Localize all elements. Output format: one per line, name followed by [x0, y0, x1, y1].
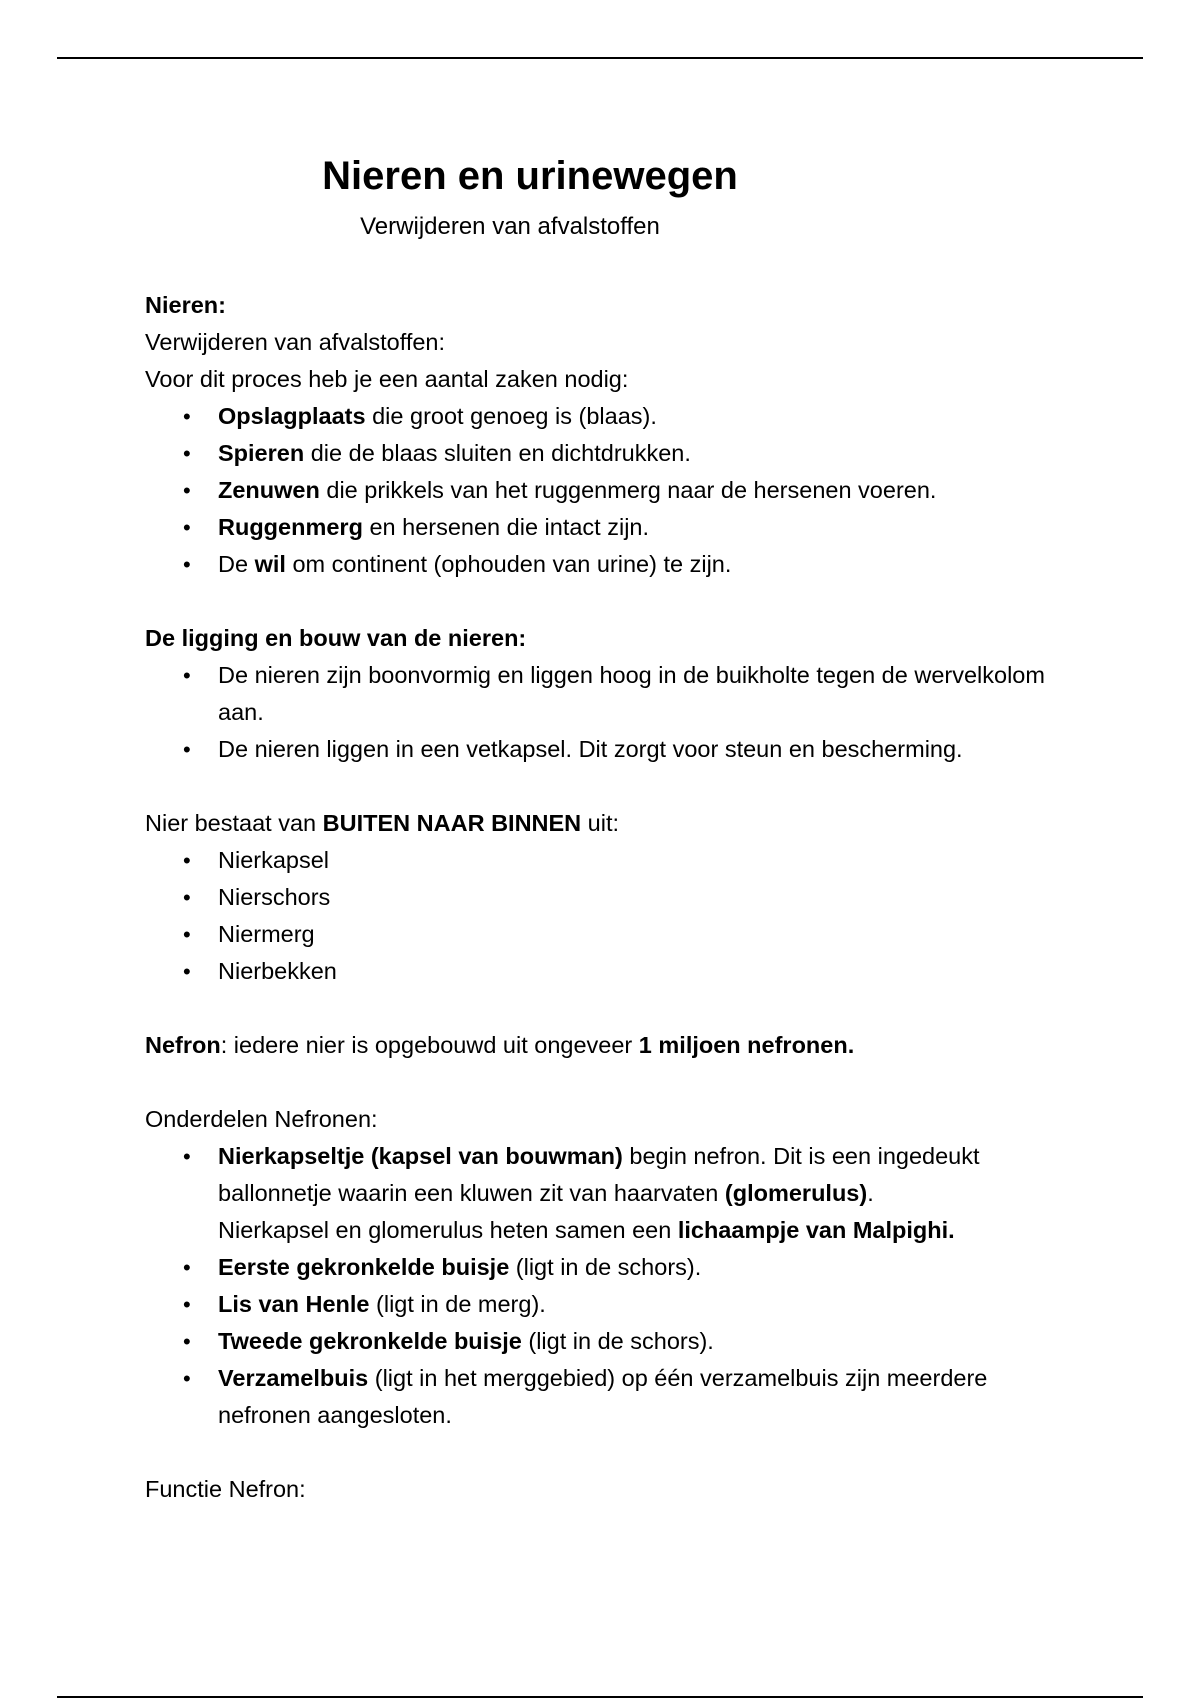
nefron-line: Nefron: iedere nier is opgebouwd uit ongeveer 1 miljoen nefronen. [145, 1032, 855, 1058]
list-item: • Eerste gekronkelde buisje (ligt in de schors). [145, 1249, 1085, 1286]
list-item: • Nierkapseltje (kapsel van bouwman) begin nefron. Dit is een ingedeukt ballonnetje waarin een kluwen zit van haarvaten (glomerulus). Nierkapsel en glomerulus heten samen een lichaampje van Malpighi. [145, 1138, 1085, 1249]
section-heading-onderdelen: Onderdelen Nefronen: [145, 1106, 378, 1132]
bullet-icon: • [183, 959, 191, 984]
bullet-icon: • [183, 885, 191, 910]
list-item: • Opslagplaats die groot genoeg is (blaas). [145, 398, 1085, 435]
list-item: • Verzamelbuis (ligt in het merggebied) op één verzamelbuis zijn meerdere nefronen aangesloten. [145, 1360, 1085, 1434]
list-item: • Tweede gekronkelde buisje (ligt in de schors). [145, 1323, 1085, 1360]
bullet-icon: • [183, 1329, 191, 1354]
list-item: • De nieren zijn boonvormig en liggen hoog in de buikholte tegen de wervelkolom aan. [145, 657, 1085, 731]
list-item: • Nierkapsel [145, 842, 1085, 879]
bullet-icon: • [183, 404, 191, 429]
page-subtitle: Verwijderen van afvalstoffen [360, 213, 660, 240]
bullet-icon: • [183, 663, 191, 688]
list-item: • Niermerg [145, 916, 1085, 953]
list-item: • Nierbekken [145, 953, 1085, 990]
bullet-icon: • [183, 848, 191, 873]
bullet-icon: • [183, 478, 191, 503]
section-heading-ligging: De ligging en bouw van de nieren: [145, 625, 527, 651]
header-rule [57, 57, 1143, 59]
bullet-icon: • [183, 922, 191, 947]
page-title: Nieren en urinewegen [322, 154, 738, 198]
list-item: • Spieren die de blaas sluiten en dichtdrukken. [145, 435, 1085, 472]
list-item: • Ruggenmerg en hersenen die intact zijn. [145, 509, 1085, 546]
bullet-icon: • [183, 1144, 191, 1169]
bullet-icon: • [183, 552, 191, 577]
bullet-icon: • [183, 1255, 191, 1280]
list-item: • Zenuwen die prikkels van het ruggenmerg naar de hersenen voeren. [145, 472, 1085, 509]
nieren-line-2: Voor dit proces heb je een aantal zaken nodig: [145, 366, 629, 392]
list-item: • Nierschors [145, 879, 1085, 916]
bullet-icon: • [183, 1292, 191, 1317]
document-body [145, 287, 1085, 1508]
bestaat-list [145, 842, 1085, 990]
onderdelen-list [145, 1138, 1085, 1434]
functie-heading: Functie Nefron: [145, 1476, 306, 1502]
nieren-list [145, 398, 1085, 583]
bullet-icon: • [183, 1366, 191, 1391]
list-item: • De wil om continent (ophouden van urine) te zijn. [145, 546, 1085, 583]
list-item: • De nieren liggen in een vetkapsel. Dit zorgt voor steun en bescherming. [145, 731, 1085, 768]
section-heading-nieren: Nieren: [145, 292, 226, 318]
bestaat-line: Nier bestaat van BUITEN NAAR BINNEN uit: [145, 810, 620, 836]
footer-rule [57, 1696, 1143, 1698]
bullet-icon: • [183, 441, 191, 466]
nieren-line-1: Verwijderen van afvalstoffen: [145, 329, 446, 355]
list-item: • Lis van Henle (ligt in de merg). [145, 1286, 1085, 1323]
bullet-icon: • [183, 515, 191, 540]
bullet-icon: • [183, 737, 191, 762]
ligging-list [145, 657, 1085, 768]
